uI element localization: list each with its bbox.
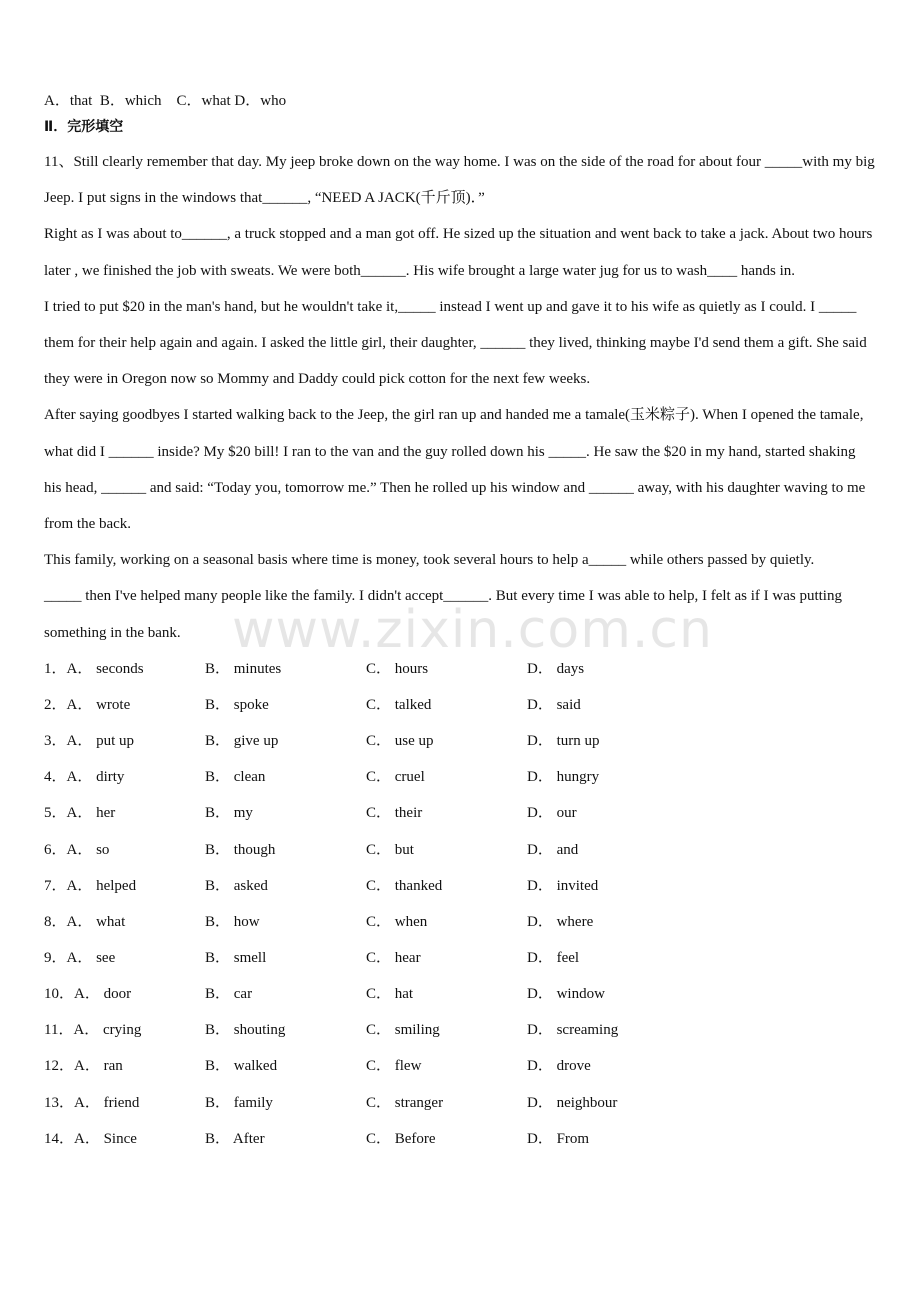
- question-options-row: [44, 795, 876, 831]
- option-a: 13．A． friend: [44, 1094, 140, 1111]
- previous-question-options: A．that B．which C．what D．who: [44, 93, 287, 109]
- option-a: 14．A． Since: [44, 1130, 137, 1147]
- option-d: D． hungry: [527, 769, 600, 786]
- option-b: B． walked: [205, 1058, 278, 1075]
- option-c: C． Before: [366, 1130, 436, 1147]
- option-a: 3．A． put up: [44, 733, 135, 750]
- option-b: B． car: [205, 986, 253, 1003]
- option-a: 12．A． ran: [44, 1058, 123, 1075]
- option-a: 10．A． door: [44, 986, 132, 1003]
- document-page: [44, 88, 876, 1157]
- question-options-row: [44, 723, 876, 759]
- question-options-row: [44, 940, 876, 976]
- option-c: C． stranger: [366, 1094, 444, 1111]
- option-d: D． screaming: [527, 1022, 619, 1039]
- question-options-row: [44, 759, 876, 795]
- section-title: Ⅱ．完形填空: [44, 119, 124, 135]
- option-c: C． flew: [366, 1058, 422, 1075]
- answer-options-list: [44, 651, 876, 1157]
- option-b: B． asked: [205, 877, 268, 894]
- question-options-row: [44, 904, 876, 940]
- option-b: B． After: [205, 1130, 265, 1147]
- question-options-row: [44, 868, 876, 904]
- option-d: D． window: [527, 986, 605, 1003]
- passage-paragraph: This family, working on a seasonal basis where time is money, took several hours to help a_____ while others passed by quietly.: [44, 552, 815, 569]
- option-b: B． though: [205, 841, 276, 858]
- option-a: 11．A． crying: [44, 1022, 142, 1039]
- option-d: D． From: [527, 1130, 590, 1147]
- option-d: D． our: [527, 805, 577, 822]
- option-c: C． when: [366, 913, 428, 930]
- option-c: C． hours: [366, 660, 429, 677]
- passage-paragraph: I tried to put $20 in the man's hand, but he wouldn't take it,_____ instead I went up and gave it to his wife as quietly as I could. I _____ them for their help again and again. I asked the little girl, their daughter, ______ they lived, thinking maybe I'd send them a gift. She said they were in Oregon now so Mommy and Daddy could pick cotton for the next few weeks.: [44, 298, 867, 388]
- option-b: B． spoke: [205, 696, 269, 713]
- question-options-row: [44, 687, 876, 723]
- option-d: D． feel: [527, 949, 580, 966]
- question-options-row: [44, 1085, 876, 1121]
- option-a: 6．A． so: [44, 841, 110, 858]
- cloze-passage: [44, 144, 876, 651]
- question-options-row: [44, 651, 876, 687]
- option-b: B． my: [205, 805, 253, 822]
- option-a: 9．A． see: [44, 949, 116, 966]
- option-b: B． how: [205, 913, 260, 930]
- option-a: 4．A． dirty: [44, 769, 125, 786]
- option-d: D． days: [527, 660, 585, 677]
- option-b: B． give up: [205, 733, 279, 750]
- option-d: D． invited: [527, 877, 599, 894]
- option-d: D． where: [527, 913, 594, 930]
- option-a: 5．A． her: [44, 805, 116, 822]
- question-options-row: [44, 1121, 876, 1157]
- option-c: C． their: [366, 805, 423, 822]
- option-a: 2．A． wrote: [44, 696, 131, 713]
- option-c: C． talked: [366, 696, 432, 713]
- option-c: C． but: [366, 841, 414, 858]
- option-c: C． thanked: [366, 877, 443, 894]
- option-d: D． neighbour: [527, 1094, 618, 1111]
- passage-paragraph: _____ then I've helped many people like the family. I didn't accept______. But every time I was able to help, I felt as if I was putting something in the bank.: [44, 588, 842, 641]
- option-c: C． smiling: [366, 1022, 440, 1039]
- option-d: D． turn up: [527, 733, 600, 750]
- option-a: 8．A． what: [44, 913, 126, 930]
- option-c: C． hat: [366, 986, 414, 1003]
- option-d: D． said: [527, 696, 581, 713]
- option-c: C． cruel: [366, 769, 425, 786]
- option-b: B． clean: [205, 769, 266, 786]
- passage-paragraph: After saying goodbyes I started walking back to the Jeep, the girl ran up and handed me a tamale(玉米粽子). When I opened the tamale, what did I ______ inside? My $20 bill! I ran to the van and the guy rolled down his _____. He saw the $20 in my hand, started shaking his head, ______ and said: “Today you, tomorrow me.” Then he rolled up his window and ______ away, with his daughter waving to me from the back.: [44, 407, 866, 533]
- passage-paragraph: Right as I was about to______, a truck stopped and a man got off. He sized up the situation and went back to take a jack. About two hours later , we finished the job with sweats. We were both______. His wife brought a large water jug for us to wash____ hands in.: [44, 226, 873, 279]
- option-b: B． family: [205, 1094, 273, 1111]
- question-options-row: [44, 832, 876, 868]
- question-options-row: [44, 976, 876, 1012]
- option-d: D． drove: [527, 1058, 591, 1075]
- option-c: C． use up: [366, 733, 434, 750]
- option-a: 1．A． seconds: [44, 660, 144, 677]
- question-options-row: [44, 1012, 876, 1048]
- option-b: B． smell: [205, 949, 267, 966]
- watermark: www.zixin.com.cn: [232, 600, 713, 660]
- option-a: 7．A． helped: [44, 877, 137, 894]
- option-b: B． shouting: [205, 1022, 286, 1039]
- option-d: D． and: [527, 841, 579, 858]
- option-b: B． minutes: [205, 660, 282, 677]
- question-options-row: [44, 1048, 876, 1084]
- option-c: C． hear: [366, 949, 421, 966]
- passage-paragraph: 11、Still clearly remember that day. My jeep broke down on the way home. I was on the side of the road for about four _____with my big Jeep. I put signs in the windows that______, “NEED A JACK(千斤顶)．”: [44, 154, 875, 207]
